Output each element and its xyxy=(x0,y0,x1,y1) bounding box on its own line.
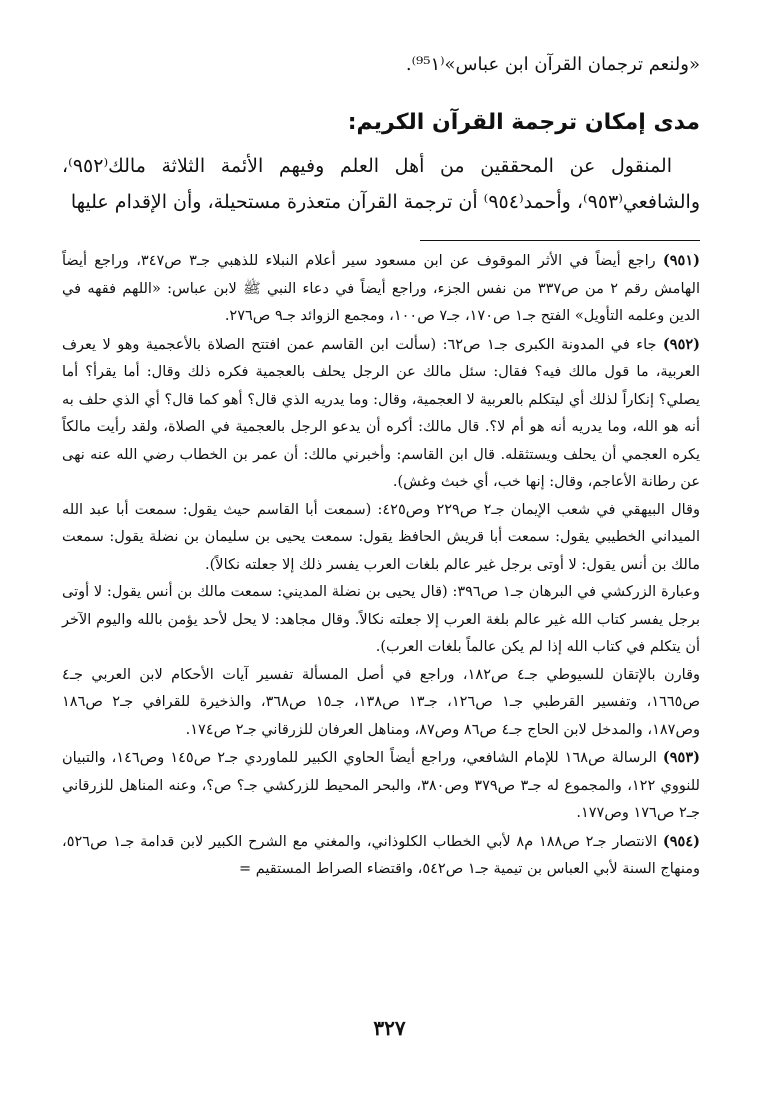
top-line-quote: «ولنعم ترجمان القرآن ابن عباس»⁽⁹⁵١⁾. xyxy=(405,54,700,75)
footnote-952-continuation-bayhaqi xyxy=(62,497,700,580)
footnote-text: وقال البيهقي في شعب الإيمان جـ٢ ص٢٢٩ وص٤٢٥: (سمعت أبا القاسم حيث يقول: سمعت أبا عبد الله الميداني الخطيبي يقول: سمعت أبا قريش الحافظ يقول: سمعت يحيى بن سليمان بن نضلة يقول: سمعت مالك بن أنس يقول: لا أوتى برجل غير عالم بلغات العرب يفسر ذلك إلا جعلته نكالاً). xyxy=(62,501,700,573)
footnote-text: وعبارة الزركشي في البرهان جـ١ ص٣٩٦: (قال يحيى بن نضلة المديني: سمعت مالك بن أنس يقول: لا أوتى برجل يفسر كتاب الله غير عالم بلغة العرب إلا جعلته نكالاً. وقال مجاهد: لا يحل لأحد يؤمن بالله واليوم الآخر أن يتكلم في كتاب الله إذا لم يكن عالماً بلغات العرب). xyxy=(62,584,701,655)
footnote-954 xyxy=(62,828,700,884)
body-paragraph: المنقول عن المحققين من أهل العلم وفيهم الأئمة الثلاثة مالك⁽٩٥٢⁾، والشافعي⁽٩٥٣⁾، وأحمد⁽٩٥٤⁾ أن ترجمة القرآن متعذرة مستحيلة، وأن الإقدام عليها xyxy=(62,155,700,213)
footnote-text: الانتصار جـ٢ ص١٨٨ م٨ لأبي الخطاب الكلوذاني، والمغني مع الشرح الكبير لابن قدامة جـ١ ص٥٢٦، ومنهاج السنة لأبي العباس بن تيمية جـ١ ص٥٤٢، واقتضاء الصراط المستقيم = xyxy=(62,833,700,877)
footnote-text: الرسالة ص١٦٨ للإمام الشافعي، وراجع أيضاً الحاوي الكبير للماوردي جـ٢ ص١٤٥ وص١٤٦، والتبيان للنووي ١٢٢، والمجموع له جـ٣ ص٣٧٩ وص٣٨٠، والبحر المحيط للزركشي جـ؟ ص؟، وعنه المناهل للزرقاني جـ٢ ص١٧٦ وص١٧٧. xyxy=(62,750,700,821)
footnote-number: (٩٥١) xyxy=(662,252,700,269)
footnote-number: (٩٥٢) xyxy=(662,335,701,353)
footnote-number: (٩٥٣) xyxy=(662,749,700,766)
page-number: ٣٢٧ xyxy=(373,1016,406,1040)
section-heading: مدى إمكان ترجمة القرآن الكريم: xyxy=(347,110,700,135)
footnote-text: راجع أيضاً في الأثر الموقوف عن ابن مسعود سير أعلام النبلاء للذهبي جـ٣ ص٣٤٧، وراجع أيضاً الهامش رقم ٢ من ص٣٣٧ من نفس الجزء، وراجع أيضاً في دعاء النبي ﷺ لابن عباس: «اللهم فقهه في الدين وعلمه التأويل» الفتح جـ١ ص١٧٠، جـ٧ ص١٠٠، ومجمع الزوائد جـ٩ ص٢٧٦. xyxy=(62,253,700,324)
footnote-divider xyxy=(420,240,700,241)
page-body xyxy=(62,48,700,884)
footnote-951 xyxy=(62,247,700,331)
footnote-953 xyxy=(62,744,700,828)
footnote-text: وقارن بالإتقان للسيوطي جـ٤ ص١٨٢، وراجع في أصل المسألة تفسير آيات الأحكام لابن العربي جـ٤ ص١٦٦٥، وتفسير القرطبي جـ١ ص١٢٦، جـ١٣ ص١٣٨، جـ١٥ ص٣٦٨، والذخيرة للقرافي جـ٢ ص١٨٦ وص١٨٧، والمدخل لابن الحاج جـ٤ ص٨٦ وص٨٧، ومناهل العرفان للزرقاني جـ٢ ص١٧٤. xyxy=(62,666,701,738)
footnote-952-continuation-suyuti xyxy=(62,662,700,745)
footnote-text: جاء في المدونة الكبرى جـ١ ص٦٢: (سألت ابن القاسم عمن افتتح الصلاة بالأعجمية وهو لا يعرف العربية، ما قول مالك فيه؟ فقال: سئل مالك عن الرجل يحلف بالعجمية فكره ذلك وقال: أما يقرأ؟ أما يصلي؟ إنكاراً لذلك أي ليتكلم بالعربية لا العجمية، وقال: وما يدريه الذي قال؟ أهو كما قال؟ أي الذي حلف به أنه هو الله، وما يدريه أنه هو أم لا؟. قال مالك: أكره أن يدعو الرجل بالعجمية في الصلاة، ولقد رأيت مالكاً يكره العجمي أن يحلف ويستثقله. قال ابن القاسم: وأخبرني مالك: أن عمر بن الخطاب رضي الله عنه نهى عن رطانة الأعاجم، وقال: إنها خب، أي خبث وغش). xyxy=(62,336,700,490)
footnotes-list xyxy=(62,247,700,884)
footnote-952-continuation-zarkashi xyxy=(62,579,700,662)
footnote-952 xyxy=(62,331,700,497)
footnote-number: (٩٥٤) xyxy=(662,832,701,850)
